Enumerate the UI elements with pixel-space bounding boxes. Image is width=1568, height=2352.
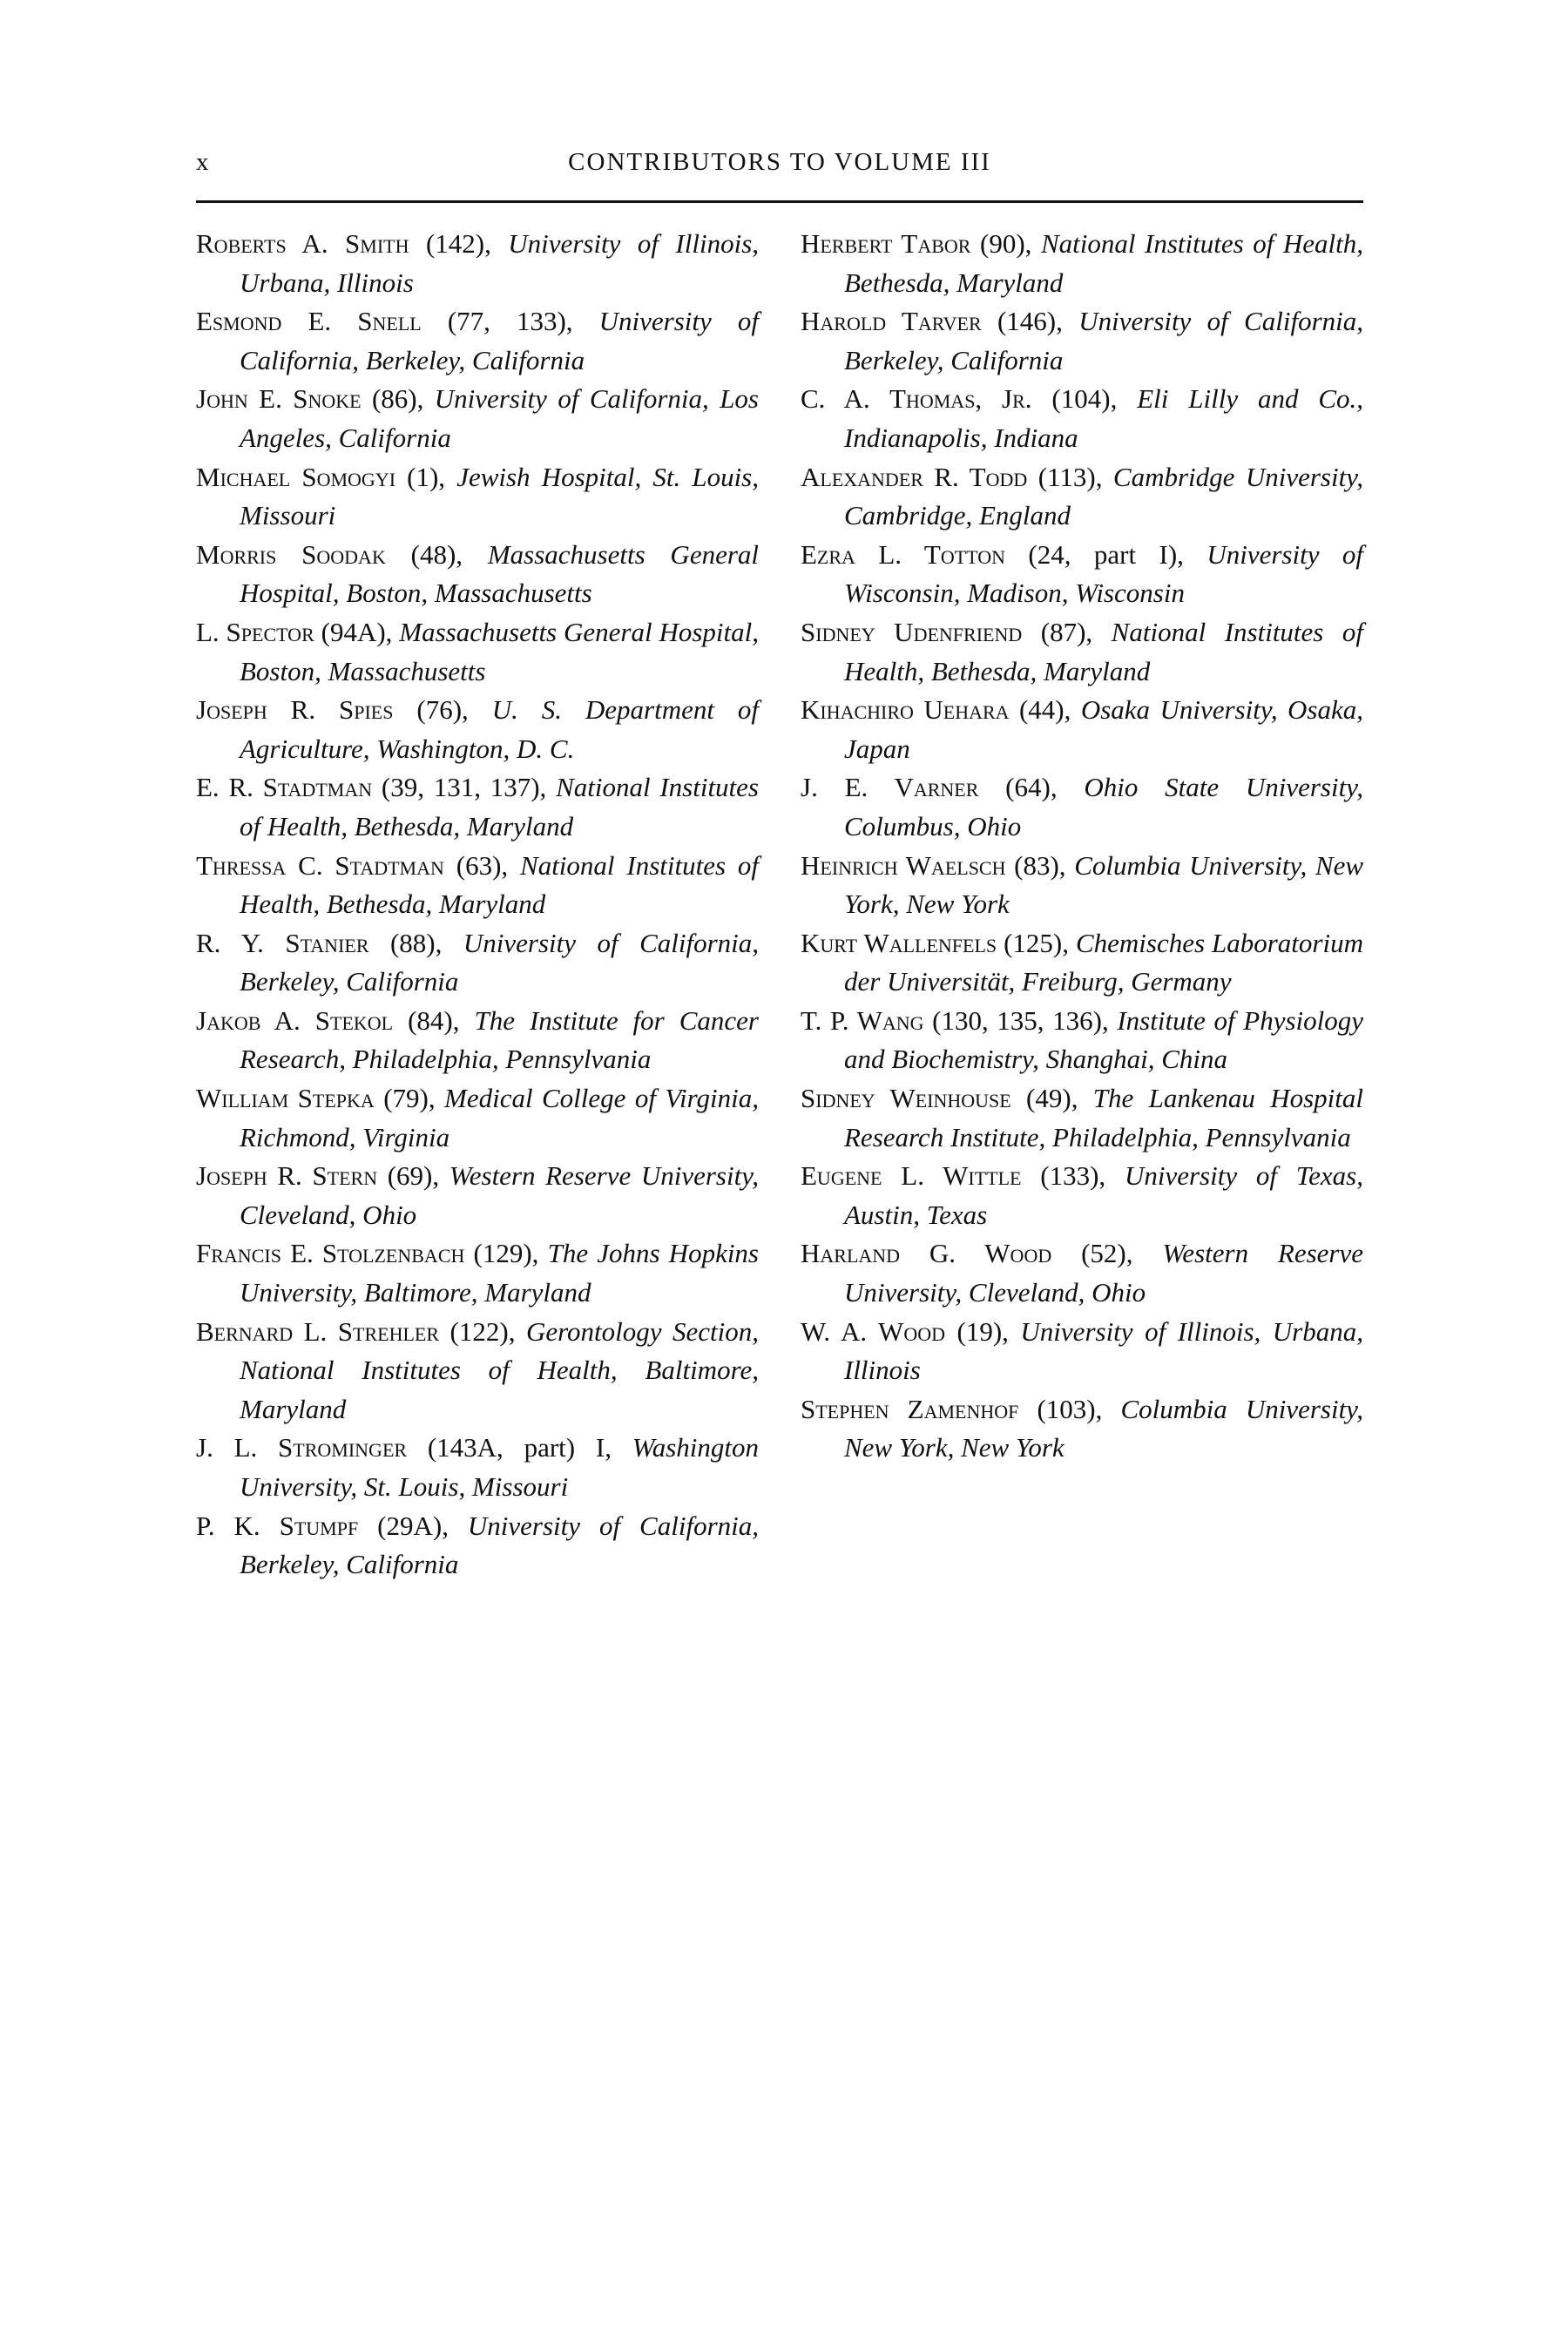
contributor-affiliation: The Johns Hopkins University, Baltimore, Maryland: [240, 1238, 760, 1308]
contributor-refs: (122),: [449, 1315, 516, 1347]
contributor-entry: [196, 847, 759, 924]
contributor-name: C. A. Thomas, Jr.: [801, 383, 1032, 415]
contributor-refs: (125),: [1004, 927, 1070, 958]
contributor-refs: (24, part I),: [1028, 538, 1184, 570]
contributor-refs: (48),: [410, 538, 463, 570]
contributor-name: Morris Soodak: [196, 538, 386, 570]
contributor-refs: (90),: [980, 228, 1032, 259]
contributor-name: Joseph R. Spies: [196, 694, 394, 726]
page-header: [196, 148, 1363, 192]
contributor-refs: (64),: [1005, 772, 1058, 803]
contributor-refs: (86),: [371, 383, 424, 415]
contributor-affiliation: National Institutes of Health, Bethesda, Maryland: [240, 772, 759, 841]
page-number: x: [196, 148, 210, 176]
contributor-affiliation: University of California, Berkeley, California: [240, 1510, 759, 1580]
contributor-affiliation: The Institute for Cancer Research, Philadelphia, Pennsylvania: [240, 1004, 759, 1075]
contributor-entry: [196, 458, 759, 536]
contributor-refs: (63),: [456, 849, 509, 881]
contributor-name: Eugene L. Wittle: [801, 1160, 1022, 1192]
contributor-affiliation: Ohio State University, Columbus, Ohio: [844, 772, 1364, 841]
contributor-entry: [801, 768, 1363, 846]
contributor-affiliation: The Lankenau Hospital Research Institute, Philadelphia, Pennsylvania: [844, 1083, 1364, 1152]
contributor-entry: [801, 847, 1363, 924]
contributor-refs: (142),: [425, 228, 491, 259]
contributor-name: P. K. Stumpf: [196, 1510, 359, 1541]
contributor-affiliation: Western Reserve University, Cleveland, Ohio: [240, 1160, 760, 1230]
contributor-name: R. Y. Stanier: [196, 927, 369, 958]
contributor-name: T. P. Wang: [801, 1004, 924, 1036]
contributor-affiliation: Cambridge University, Cambridge, England: [844, 461, 1363, 531]
contributor-refs: (83),: [1014, 849, 1066, 881]
contributor-refs: (133),: [1040, 1160, 1106, 1192]
contributor-entry: [196, 1079, 759, 1157]
contributor-affiliation: University of California, Berkeley, California: [240, 306, 759, 375]
contributor-name: Esmond E. Snell: [196, 306, 422, 337]
contributor-entry: [196, 924, 759, 1002]
contributor-name: Harold Tarver: [801, 306, 982, 337]
contributor-name: Michael Somogyi: [196, 461, 396, 492]
contributor-refs: (76),: [416, 694, 469, 726]
contributor-entry: [196, 1234, 759, 1312]
contributor-entry: [801, 225, 1363, 302]
contributor-entry: [196, 1429, 759, 1506]
contributor-entry: [801, 1079, 1363, 1157]
contributor-entry: [801, 1390, 1363, 1468]
contributor-affiliation: University of Illinois, Urbana, Illinois: [240, 228, 760, 298]
contributor-refs: (29A),: [377, 1510, 449, 1541]
contributor-name: Kihachiro Uehara: [801, 694, 1010, 726]
contributor-name: Heinrich Waelsch: [801, 849, 1006, 881]
contributor-affiliation: Columbia University, New York, New York: [844, 1393, 1364, 1463]
contributor-entry: [196, 536, 759, 613]
contributor-entry: [801, 1157, 1363, 1234]
contributor-entry: [801, 1234, 1363, 1312]
contributor-affiliation: University of Wisconsin, Madison, Wisconsin: [844, 538, 1364, 609]
contributor-refs: (1),: [407, 461, 446, 492]
contributor-affiliation: National Institutes of Health, Bethesda, Maryland: [844, 228, 1363, 298]
contributor-name: E. R. Stadtman: [196, 772, 373, 803]
contributor-entry: [196, 768, 759, 846]
contributor-affiliation: University of Texas, Austin, Texas: [844, 1160, 1363, 1230]
contributor-name: J. L. Strominger: [196, 1432, 408, 1463]
contributor-affiliation: Massachusetts General Hospital, Boston, Massachusetts: [240, 538, 760, 609]
contributor-name: Herbert Tabor: [801, 228, 971, 259]
contributor-affiliation: National Institutes of Health, Bethesda, Maryland: [240, 849, 760, 920]
contributor-refs: (49),: [1026, 1083, 1078, 1114]
right-column: [801, 225, 1363, 1468]
contributor-refs: (143A, part) I,: [427, 1432, 612, 1463]
contributor-name: William Stepka: [196, 1083, 375, 1114]
contributor-refs: (44),: [1018, 694, 1071, 726]
contributor-entry: [196, 302, 759, 380]
contributor-affiliation: Washington University, St. Louis, Missouri: [240, 1432, 760, 1502]
contributor-affiliation: National Institutes of Health, Bethesda, Maryland: [844, 616, 1363, 686]
contributor-affiliation: University of California, Berkeley, California: [844, 306, 1363, 375]
contributor-refs: (146),: [997, 306, 1063, 337]
contributor-refs: (103),: [1037, 1393, 1103, 1424]
contributor-affiliation: Osaka University, Osaka, Japan: [844, 694, 1364, 764]
contributor-entry: [801, 302, 1363, 380]
contributor-entry: [196, 691, 759, 768]
contributor-entry: [801, 380, 1363, 457]
contributor-entry: [196, 1507, 759, 1585]
contributor-name: Bernard L. Strehler: [196, 1315, 440, 1347]
contributor-entry: [196, 1002, 759, 1079]
contributor-affiliation: U. S. Department of Agriculture, Washington, D. C.: [240, 694, 759, 764]
contributor-refs: (84),: [408, 1004, 460, 1036]
contributor-refs: (39, 131, 137),: [381, 772, 547, 803]
contributor-entry: [801, 691, 1363, 768]
contributor-name: Sidney Udenfriend: [801, 616, 1023, 647]
contributor-entry: [801, 536, 1363, 613]
contributor-affiliation: Eli Lilly and Co., Indianapolis, Indiana: [844, 383, 1363, 453]
running-title: CONTRIBUTORS TO VOLUME III: [568, 148, 991, 176]
contributor-affiliation: Institute of Physiology and Biochemistry, Shanghai, China: [844, 1004, 1364, 1075]
contributor-name: L. Spector: [196, 616, 314, 647]
contributor-name: Kurt Wallenfels: [801, 927, 997, 958]
contributor-name: Stephen Zamenhof: [801, 1393, 1019, 1424]
contributor-name: W. A. Wood: [801, 1315, 945, 1347]
contributor-refs: (130, 135, 136),: [932, 1004, 1109, 1036]
contributor-name: Joseph R. Stern: [196, 1160, 378, 1192]
contributor-refs: (88),: [389, 927, 443, 958]
contributor-entry: [196, 1157, 759, 1234]
contributor-affiliation: Jewish Hospital, St. Louis, Missouri: [240, 461, 759, 531]
contributor-refs: (94A),: [321, 616, 393, 647]
contributor-name: Harland G. Wood: [801, 1238, 1052, 1269]
contributor-refs: (77, 133),: [447, 306, 573, 337]
contributor-name: Sidney Weinhouse: [801, 1083, 1011, 1114]
contributor-name: Jakob A. Stekol: [196, 1004, 394, 1036]
left-column: [196, 225, 759, 1585]
contributor-refs: (52),: [1081, 1238, 1133, 1269]
contributor-refs: (79),: [383, 1083, 436, 1114]
contributor-refs: (69),: [387, 1160, 440, 1192]
contributor-name: J. E. Varner: [801, 772, 979, 803]
header-rule: [196, 200, 1363, 203]
contributor-entry: [801, 1313, 1363, 1390]
contributor-affiliation: University of California, Berkeley, California: [240, 927, 760, 997]
contributor-affiliation: University of Illinois, Urbana, Illinois: [844, 1315, 1363, 1386]
contributor-affiliation: Massachusetts General Hospital, Boston, Massachusetts: [240, 616, 759, 686]
contributor-affiliation: Gerontology Section, National Institutes of Health, Baltimore, Maryland: [240, 1315, 759, 1424]
contributor-name: Thressa C. Stadtman: [196, 849, 444, 881]
contributor-entry: [196, 1313, 759, 1429]
contributor-refs: (129),: [473, 1238, 539, 1269]
contributor-entry: [801, 458, 1363, 536]
contributor-affiliation: Medical College of Virginia, Richmond, Virginia: [240, 1083, 760, 1152]
contributor-name: Alexander R. Todd: [801, 461, 1028, 492]
contributor-name: Roberts A. Smith: [196, 228, 409, 259]
contributor-name: Francis E. Stolzenbach: [196, 1238, 465, 1269]
contributor-affiliation: Columbia University, New York, New York: [844, 849, 1364, 920]
contributor-entry: [801, 1002, 1363, 1079]
contributor-refs: (87),: [1040, 616, 1093, 647]
contributor-affiliation: Western Reserve University, Cleveland, Ohio: [844, 1238, 1364, 1308]
contributor-entry: [801, 924, 1363, 1002]
contributor-refs: (104),: [1051, 383, 1118, 415]
contributor-name: Ezra L. Totton: [801, 538, 1005, 570]
contributor-entry: [196, 613, 759, 691]
contributor-refs: (113),: [1037, 461, 1103, 492]
contributor-refs: (19),: [956, 1315, 1009, 1347]
contributor-affiliation: University of California, Los Angeles, California: [240, 383, 759, 453]
contributor-entry: [196, 225, 759, 302]
contributor-affiliation: Chemisches Laboratorium der Universität, Freiburg, Germany: [844, 927, 1363, 997]
contributor-entry: [801, 613, 1363, 691]
contributor-name: John E. Snoke: [196, 383, 362, 415]
contributor-entry: [196, 380, 759, 457]
